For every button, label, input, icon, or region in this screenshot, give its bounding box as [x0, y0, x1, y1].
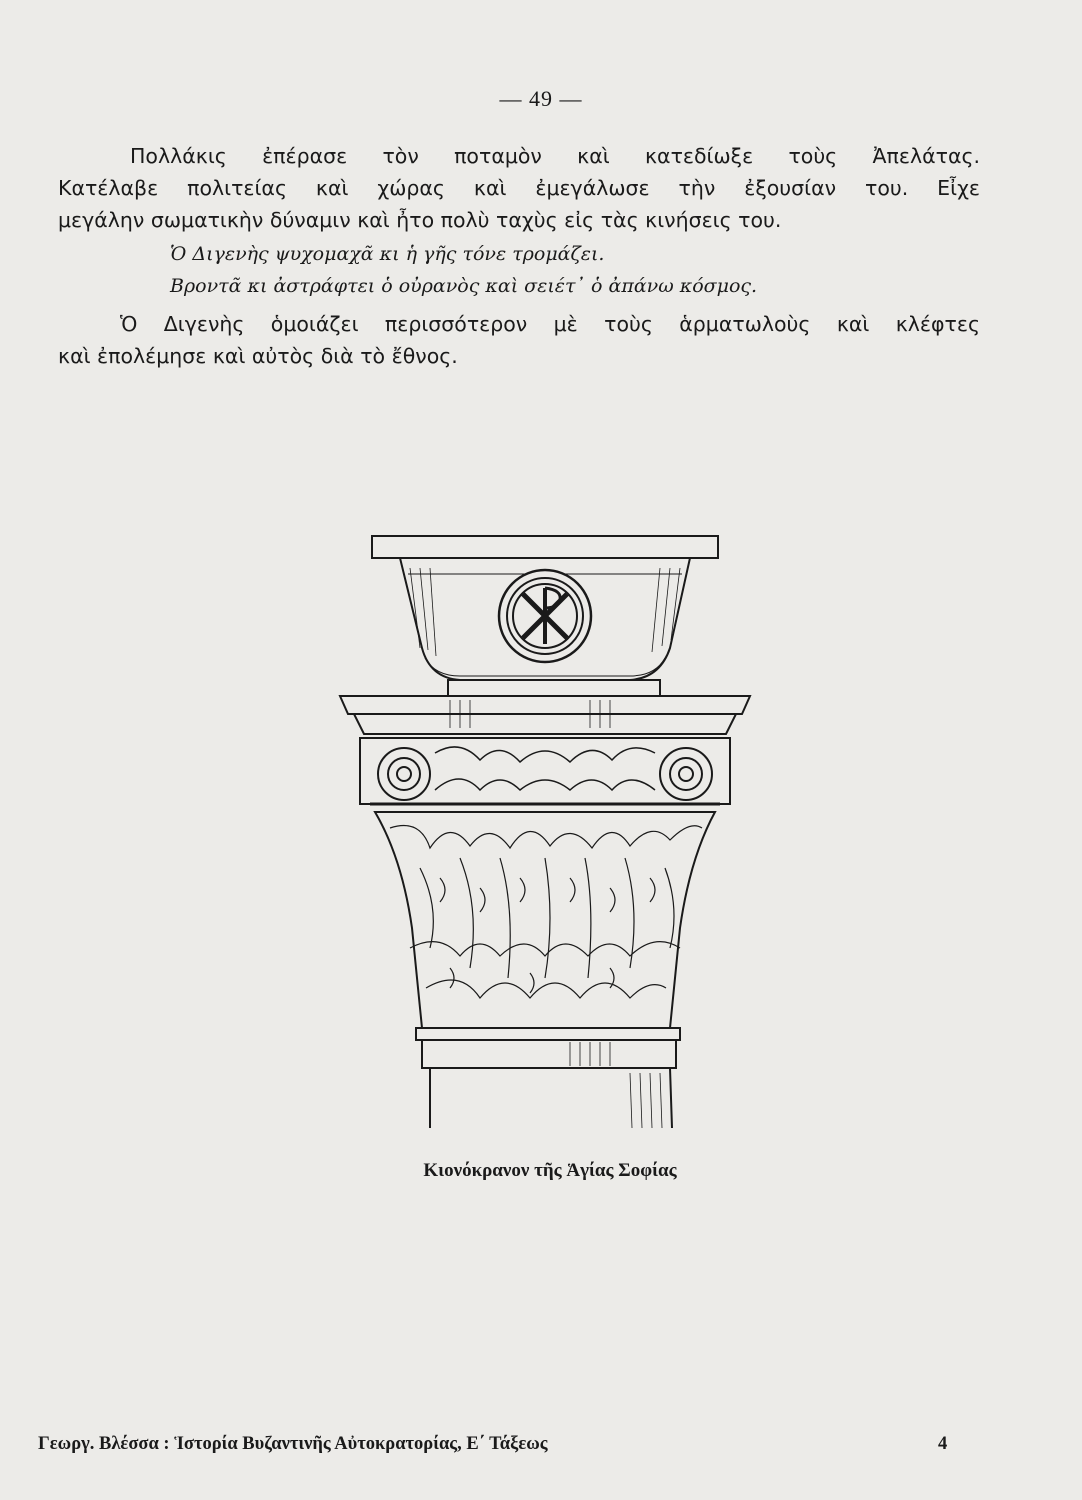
figure-caption: Κιονόκρανον τῆς Ἁγίας Σοφίας — [423, 1160, 677, 1181]
sheet-number: 4 — [938, 1434, 948, 1454]
paragraph-2-line-2: καὶ ἐπολέμησε καὶ αὐτὸς διὰ τὸ ἔθνος. — [58, 344, 458, 368]
paragraph-1-line-1: Πολλάκις ἐπέρασε τὸν ποταμὸν καὶ κατεδίωξε τοὺς Ἀπελάτας. — [130, 144, 980, 168]
verse-line-1: Ὁ Διγενὴς ψυχομαχᾶ κι ἡ γῆς τόνε τρομάζει. — [170, 243, 605, 265]
page-number: — 49 — — [499, 86, 583, 111]
paragraph-1 — [58, 140, 980, 236]
paragraph-1-line-2: Κατέλαβε πολιτείας καὶ χώρας καὶ ἐμεγάλωσε τὴν ἐξουσίαν του. Εἶχε — [58, 176, 980, 200]
paragraph-1-line-3: μεγάλην σωματικὴν δύναμιν καὶ ἦτο πολὺ ταχὺς εἰς τὰς κινήσεις του. — [58, 208, 782, 232]
paragraph-2-line-1: Ὁ Διγενὴς ὁμοιάζει περισσότερον μὲ τοὺς ἁρματωλοὺς καὶ κλέφτες — [120, 312, 980, 336]
paragraph-2 — [58, 308, 980, 372]
verse-quote — [170, 238, 890, 302]
column-capital-illustration-icon — [330, 528, 770, 1128]
footer-citation: Γεωργ. Βλέσσα : Ἱστορία Βυζαντινῆς Αὐτοκρατορίας, Ε΄ Τάξεως — [38, 1434, 548, 1454]
verse-line-2: Βροντᾶ κι ἀστράφτει ὁ οὐρανὸς καὶ σειέτ᾽ ὁ ἀπάνω κόσμος. — [170, 275, 758, 297]
